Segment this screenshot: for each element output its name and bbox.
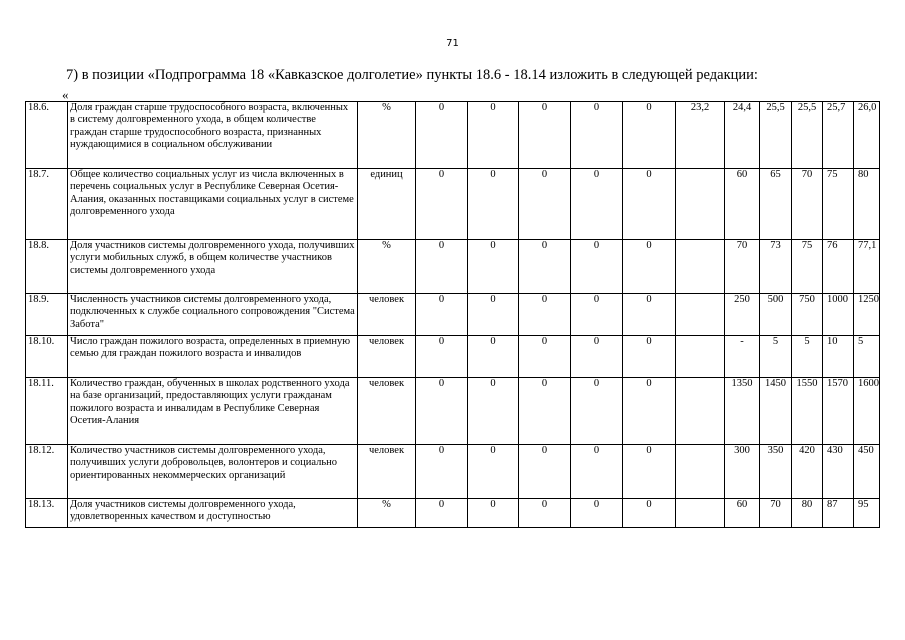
value-cell: 70 xyxy=(792,169,823,240)
value-cell xyxy=(676,445,725,499)
value-cell: 0 xyxy=(468,294,519,336)
value-cell: 76 xyxy=(823,240,854,294)
unit: % xyxy=(358,499,416,528)
value-cell: 0 xyxy=(571,102,623,169)
value-cell: 0 xyxy=(623,240,676,294)
value-cell: 0 xyxy=(468,499,519,528)
table-row xyxy=(26,378,880,445)
value-cell: 25,5 xyxy=(760,102,792,169)
value-cell: 0 xyxy=(416,378,468,445)
value-cell: 0 xyxy=(519,445,571,499)
value-cell: 0 xyxy=(571,445,623,499)
value-cell: 0 xyxy=(416,445,468,499)
value-cell: 250 xyxy=(725,294,760,336)
value-cell: 0 xyxy=(623,336,676,378)
row-number: 18.13. xyxy=(26,499,68,528)
value-cell: 0 xyxy=(519,169,571,240)
value-cell: 70 xyxy=(760,499,792,528)
unit: человек xyxy=(358,445,416,499)
value-cell: 95 xyxy=(854,499,880,528)
value-cell: 1450 xyxy=(760,378,792,445)
value-cell: 750 xyxy=(792,294,823,336)
row-number: 18.7. xyxy=(26,169,68,240)
value-cell: 0 xyxy=(519,102,571,169)
value-cell: 87 xyxy=(823,499,854,528)
value-cell: 0 xyxy=(468,445,519,499)
value-cell: 0 xyxy=(468,169,519,240)
value-cell xyxy=(676,240,725,294)
value-cell: 25,5 xyxy=(792,102,823,169)
table-row xyxy=(26,336,880,378)
value-cell xyxy=(676,336,725,378)
table-row xyxy=(26,499,880,528)
value-cell: 65 xyxy=(760,169,792,240)
indicator-name: Количество участников системы долговременного ухода, получивших услуги добровольцев, волонтеров и социально ориентированных некоммерческих организаций xyxy=(68,445,358,499)
unit: человек xyxy=(358,336,416,378)
value-cell: 0 xyxy=(519,240,571,294)
value-cell: 0 xyxy=(623,499,676,528)
value-cell: 0 xyxy=(416,294,468,336)
value-cell: 500 xyxy=(760,294,792,336)
unit: % xyxy=(358,240,416,294)
row-number: 18.10. xyxy=(26,336,68,378)
row-number: 18.8. xyxy=(26,240,68,294)
value-cell: 60 xyxy=(725,499,760,528)
value-cell: 0 xyxy=(416,169,468,240)
value-cell: 0 xyxy=(571,336,623,378)
value-cell: 0 xyxy=(623,102,676,169)
unit: % xyxy=(358,102,416,169)
value-cell: 1250 xyxy=(854,294,880,336)
value-cell: 350 xyxy=(760,445,792,499)
value-cell: 0 xyxy=(468,378,519,445)
value-cell: 0 xyxy=(571,240,623,294)
value-cell: 0 xyxy=(519,499,571,528)
table-row xyxy=(26,102,880,169)
value-cell: 0 xyxy=(416,336,468,378)
value-cell: 420 xyxy=(792,445,823,499)
indicator-name: Численность участников системы долговременного ухода, подключенных к службе социального сопровождения "Система Забота" xyxy=(68,294,358,336)
value-cell: 0 xyxy=(519,378,571,445)
value-cell: 25,7 xyxy=(823,102,854,169)
value-cell: 0 xyxy=(571,169,623,240)
value-cell: 80 xyxy=(854,169,880,240)
value-cell xyxy=(676,378,725,445)
indicator-name: Количество граждан, обученных в школах родственного ухода на базе организаций, предоставляющих услуги гражданам пожилого возраста и инвалидам в Республике Северная Осетия-Алания xyxy=(68,378,358,445)
value-cell: 1550 xyxy=(792,378,823,445)
indicator-name: Доля участников системы долговременного ухода, удовлетворенных качеством и доступностью xyxy=(68,499,358,528)
value-cell: 0 xyxy=(468,336,519,378)
value-cell: 5 xyxy=(760,336,792,378)
value-cell xyxy=(676,169,725,240)
value-cell: 0 xyxy=(468,240,519,294)
value-cell: 10 xyxy=(823,336,854,378)
table-row xyxy=(26,445,880,499)
table-row xyxy=(26,240,880,294)
value-cell: - xyxy=(725,336,760,378)
intro-text: 7) в позиции «Подпрограмма 18 «Кавказское долголетие» пункты 18.6 - 18.14 изложить в следующей редакции: xyxy=(66,67,758,83)
value-cell: 450 xyxy=(854,445,880,499)
value-cell: 73 xyxy=(760,240,792,294)
value-cell: 23,2 xyxy=(676,102,725,169)
unit: человек xyxy=(358,294,416,336)
value-cell: 1350 xyxy=(725,378,760,445)
value-cell xyxy=(676,294,725,336)
value-cell: 5 xyxy=(792,336,823,378)
value-cell: 70 xyxy=(725,240,760,294)
value-cell xyxy=(676,499,725,528)
row-number: 18.6. xyxy=(26,102,68,169)
value-cell: 0 xyxy=(623,445,676,499)
value-cell: 0 xyxy=(623,294,676,336)
value-cell: 0 xyxy=(468,102,519,169)
value-cell: 26,0 xyxy=(854,102,880,169)
value-cell: 0 xyxy=(571,294,623,336)
value-cell: 0 xyxy=(571,378,623,445)
value-cell: 0 xyxy=(416,240,468,294)
value-cell: 0 xyxy=(571,499,623,528)
table-row xyxy=(26,294,880,336)
value-cell: 77,1 xyxy=(854,240,880,294)
value-cell: 0 xyxy=(416,499,468,528)
value-cell: 5 xyxy=(854,336,880,378)
indicator-name: Доля граждан старше трудоспособного возраста, включенных в систему долговременного ухода, в общем количестве граждан старше трудоспособного возраста, признанных нуждающимися в социальном обслуживании xyxy=(68,102,358,169)
value-cell: 75 xyxy=(823,169,854,240)
value-cell: 0 xyxy=(519,336,571,378)
row-number: 18.11. xyxy=(26,378,68,445)
value-cell: 0 xyxy=(623,169,676,240)
indicator-name: Общее количество социальных услуг из числа включенных в перечень социальных услуг в Республике Северная Осетия-Алания, оказанных поставщиками социальных услуг в системе долговременного ухода xyxy=(68,169,358,240)
value-cell: 1600 xyxy=(854,378,880,445)
value-cell: 1000 xyxy=(823,294,854,336)
table-row xyxy=(26,169,880,240)
indicator-name: Число граждан пожилого возраста, определенных в приемную семью для граждан пожилого возраста и инвалидов xyxy=(68,336,358,378)
value-cell: 0 xyxy=(623,378,676,445)
value-cell: 60 xyxy=(725,169,760,240)
value-cell: 430 xyxy=(823,445,854,499)
value-cell: 24,4 xyxy=(725,102,760,169)
value-cell: 0 xyxy=(416,102,468,169)
open-quote: « xyxy=(62,87,69,102)
value-cell: 1570 xyxy=(823,378,854,445)
value-cell: 75 xyxy=(792,240,823,294)
value-cell: 0 xyxy=(519,294,571,336)
value-cell: 80 xyxy=(792,499,823,528)
unit: человек xyxy=(358,378,416,445)
indicators-table xyxy=(25,101,880,528)
row-number: 18.9. xyxy=(26,294,68,336)
row-number: 18.12. xyxy=(26,445,68,499)
indicator-name: Доля участников системы долговременного ухода, получивших услуги мобильных служб, в общем количестве участников системы долговременного ухода xyxy=(68,240,358,294)
unit: единиц xyxy=(358,169,416,240)
value-cell: 300 xyxy=(725,445,760,499)
page-number: 71 xyxy=(446,38,459,49)
